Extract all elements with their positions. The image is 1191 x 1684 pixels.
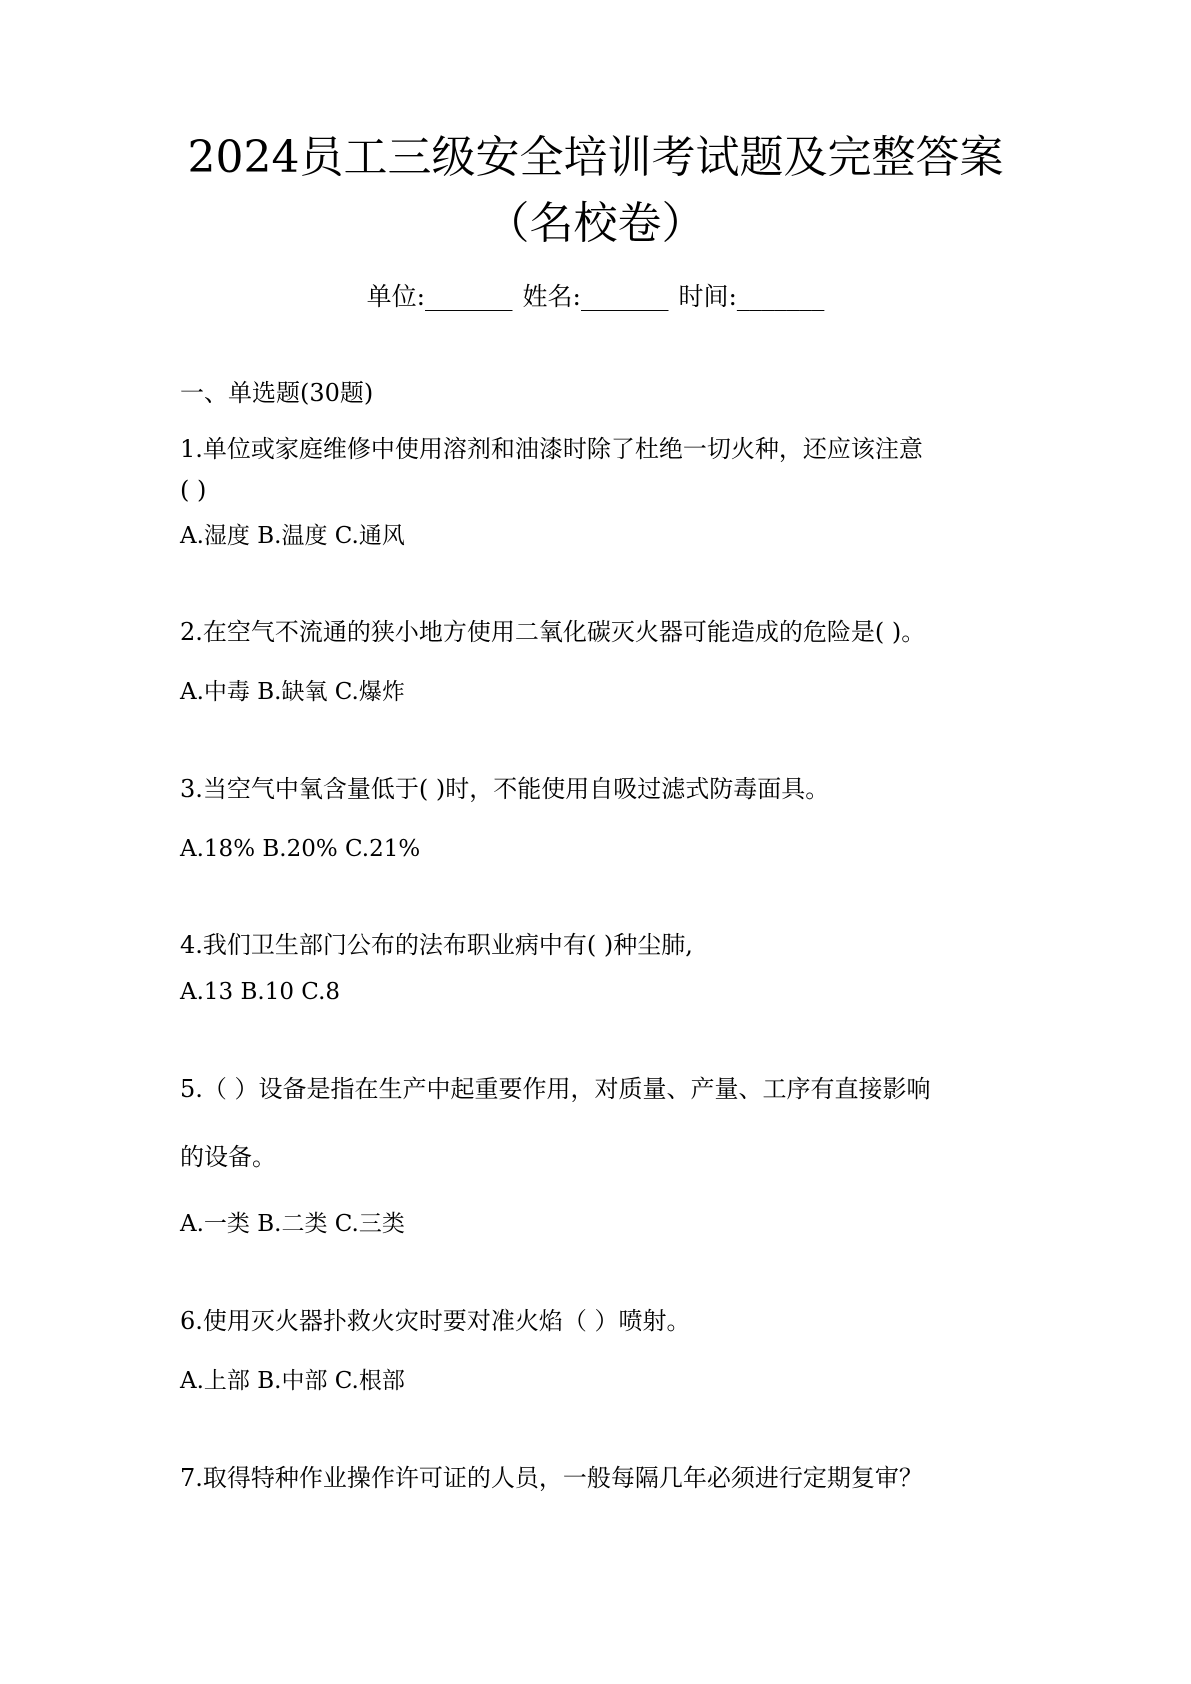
question-1-text: 1.单位或家庭维修中使用溶剂和油漆时除了杜绝一切火种，还应该注意 bbox=[180, 435, 923, 463]
name-field: 姓名:_______ bbox=[522, 282, 669, 311]
question-2-text: 2.在空气不流通的狭小地方使用二氧化碳灭火器可能造成的危险是( )。 bbox=[180, 618, 926, 646]
unit-field: 单位:_______ bbox=[366, 282, 513, 311]
question-7-text: 7.取得特种作业操作许可证的人员，一般每隔几年必须进行定期复审？ bbox=[180, 1464, 923, 1492]
question-1-options: A.湿度 B.温度 C.通风 bbox=[180, 523, 405, 549]
section-heading: 一、单选题(30题) bbox=[180, 379, 374, 407]
question-5-options: A.一类 B.二类 C.三类 bbox=[180, 1211, 405, 1237]
question-4-text: 4.我们卫生部门公布的法布职业病中有( )种尘肺, bbox=[180, 931, 693, 959]
question-1-text-cont: ( ) bbox=[180, 476, 207, 504]
question-4-options: A.13 B.10 C.8 bbox=[180, 979, 341, 1005]
exam-info-fields bbox=[0, 280, 1191, 314]
question-5-text: 5.（ ）设备是指在生产中起重要作用，对质量、产量、工序有直接影响 bbox=[180, 1075, 931, 1103]
question-3-options: A.18% B.20% C.21% bbox=[180, 836, 421, 862]
time-field: 时间:_______ bbox=[678, 282, 825, 311]
question-2-options: A.中毒 B.缺氧 C.爆炸 bbox=[180, 679, 405, 705]
question-6-options: A.上部 B.中部 C.根部 bbox=[180, 1368, 405, 1394]
question-6-text: 6.使用灭火器扑救火灾时要对准火焰（ ）喷射。 bbox=[180, 1307, 691, 1335]
question-3-text: 3.当空气中氧含量低于( )时，不能使用自吸过滤式防毒面具。 bbox=[180, 775, 830, 803]
question-5-text-cont: 的设备。 bbox=[180, 1143, 276, 1171]
document-title-line-1: 2024员工三级安全培训考试题及完整答案 bbox=[187, 132, 1004, 183]
document-title-line-2: （名校卷） bbox=[485, 198, 706, 249]
